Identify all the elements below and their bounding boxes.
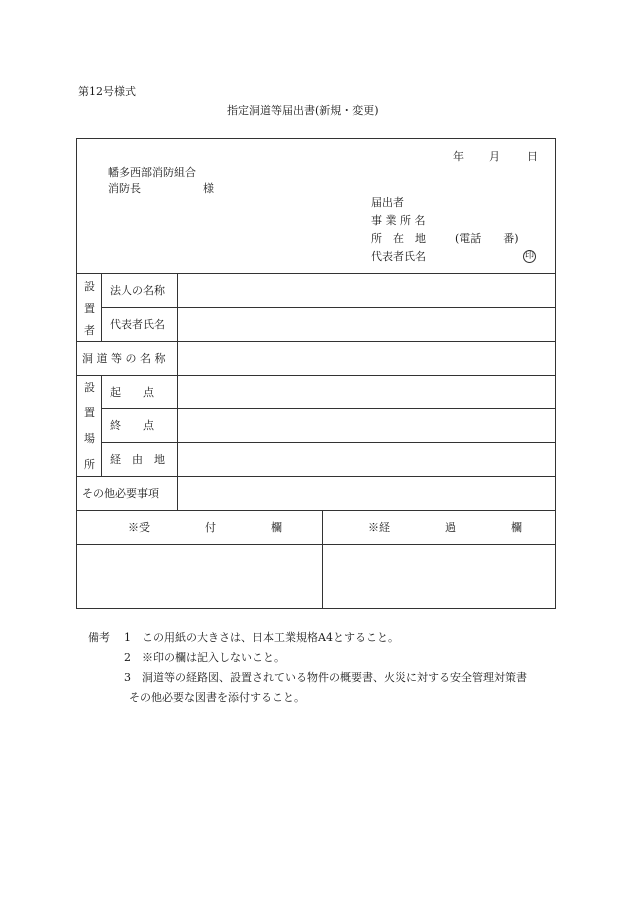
rule — [177, 273, 178, 510]
rep-name-row-label: 代表者氏名 — [110, 318, 165, 331]
form-title: 指定洞道等届出書(新規・変更) — [227, 104, 379, 117]
notes-label: 備考 — [88, 631, 110, 644]
location-char-4: 所 — [84, 458, 95, 471]
rule — [76, 341, 556, 342]
form-frame — [76, 138, 556, 609]
rule — [101, 442, 556, 443]
rule — [76, 544, 556, 545]
note-2-text: ※印の欄は記入しないこと。 — [142, 651, 285, 664]
location-char-1: 設 — [84, 381, 95, 394]
seal-mark: 印 — [524, 251, 534, 261]
addressee-title: 消防長 — [108, 182, 141, 195]
note-1-text: この用紙の大きさは、日本工業規格A4とすること。 — [142, 631, 399, 644]
tunnel-name-label: 洞 道 等 の 名 称 — [82, 352, 166, 365]
rule — [101, 408, 556, 409]
note-1-num: 1 — [124, 631, 131, 644]
rule — [76, 273, 556, 274]
rule — [76, 510, 556, 511]
location-char-3: 場 — [84, 432, 95, 445]
office-name-label: 事 業 所 名 — [371, 214, 426, 227]
note-2-num: 2 — [124, 651, 131, 664]
rule — [76, 375, 556, 376]
addressee-org: 幡多西部消防組合 — [108, 166, 196, 179]
note-3-num: 3 — [124, 671, 131, 684]
corp-name-label: 法人の名称 — [110, 284, 165, 297]
reception-header: ※受 付 欄 — [128, 521, 282, 534]
other-label: その他必要事項 — [82, 487, 159, 500]
addressee-honorific: 様 — [203, 182, 214, 195]
rule — [101, 273, 102, 341]
rep-name-label: 代表者氏名 — [371, 250, 426, 263]
end-point-label: 終 点 — [110, 419, 154, 432]
note-3-text: 洞道等の経路図、設置されている物件の概要書、火災に対する安全管理対策書 — [142, 671, 527, 684]
rule — [76, 476, 556, 477]
start-point-label: 起 点 — [110, 386, 154, 399]
rule — [322, 510, 323, 609]
location-char-2: 置 — [84, 406, 95, 419]
applicant-label: 届出者 — [371, 196, 404, 209]
date-month: 月 — [489, 150, 500, 163]
address-label: 所 在 地 — [371, 232, 426, 245]
installer-char-3: 者 — [84, 324, 95, 337]
installer-char-1: 設 — [84, 280, 95, 293]
progress-header: ※経 過 欄 — [368, 521, 522, 534]
via-label: 経 由 地 — [110, 453, 165, 466]
date-day: 日 — [527, 150, 538, 163]
rule — [101, 307, 556, 308]
note-3-continuation: その他必要な図書を添付すること。 — [129, 691, 305, 704]
form-number: 第12号様式 — [78, 85, 136, 98]
phone-label: (電話 番) — [455, 232, 519, 245]
date-year: 年 — [453, 150, 464, 163]
rule — [101, 375, 102, 476]
installer-char-2: 置 — [84, 302, 95, 315]
